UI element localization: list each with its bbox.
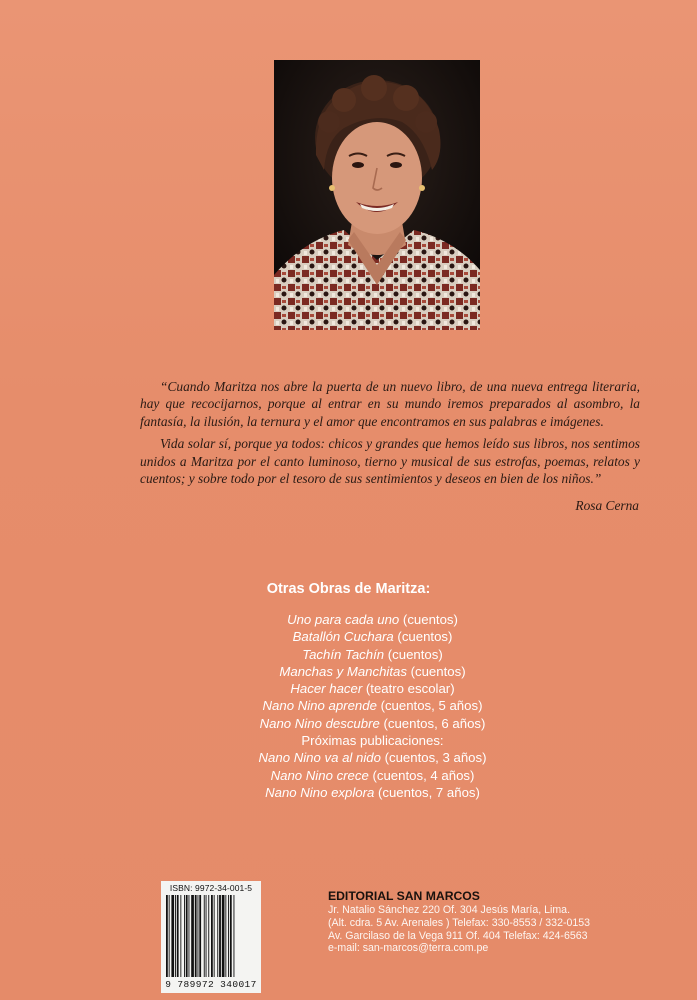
- barcode-number: 9 789972 340017: [165, 979, 257, 990]
- list-item: Manchas y Manchitas (cuentos): [279, 663, 466, 679]
- barcode-bar: [169, 895, 170, 977]
- barcode-bar: [214, 895, 215, 977]
- upcoming-label: Próximas publicaciones:: [301, 733, 444, 749]
- barcode-bar: [219, 895, 221, 977]
- other-works-list: [0, 611, 697, 801]
- list-item: Nano Nino crece (cuentos, 4 años): [270, 767, 475, 783]
- barcode-bar: [225, 895, 226, 977]
- barcode-bar: [199, 895, 201, 977]
- barcode-bar: [189, 895, 190, 977]
- barcode-bar: [195, 895, 197, 977]
- barcode-bar: [166, 895, 168, 977]
- barcode-bar: [217, 895, 218, 977]
- isbn-label: ISBN: 9972-34-001-5: [169, 883, 253, 893]
- barcode-bar: [211, 895, 213, 977]
- quote-author: Rosa Cerna: [575, 498, 639, 513]
- publisher-address-1: Jr. Natalio Sánchez 220 Of. 304 Jesús María, Lima.: [328, 904, 571, 916]
- publisher-block: [328, 888, 673, 955]
- list-item: Nano Nino va al nido (cuentos, 3 años): [258, 750, 487, 766]
- barcode: [161, 881, 261, 993]
- barcode-bar: [206, 895, 207, 977]
- barcode-bar: [180, 895, 181, 977]
- list-item: Nano Nino aprende (cuentos, 5 años): [262, 698, 483, 714]
- barcode-bar: [222, 895, 225, 977]
- quote-paragraph-2: Vida solar sí, porque ya todos: chicos y grandes que hemos leído sus libros, nos sentimos unidos a Maritza por el canto luminoso, tierno y musical de sus estrofas, poemas, relatos y cuentos; y sobre todo por el tesoro de sus sentimientos y deseos en bien de los niños.”: [140, 436, 640, 487]
- publisher-name: EDITORIAL SAN MARCOS: [328, 889, 480, 903]
- barcode-bars: [164, 895, 258, 979]
- barcode-bar: [186, 895, 188, 977]
- barcode-bar: [230, 895, 232, 977]
- list-item: Batallón Cuchara (cuentos): [292, 629, 453, 645]
- barcode-bar: [171, 895, 174, 977]
- barcode-bar: [204, 895, 205, 977]
- quote-paragraph-1: “Cuando Maritza nos abre la puerta de un nuevo libro, de una nueva entrega literaria, hay que recocijarnos, porque al entrar en su mundo iremos preparados al asombro, la fantasía, la ilusión, la ternura y el amor que encontramos en sus palabras e imágenes.: [140, 379, 640, 429]
- barcode-bar: [184, 895, 185, 977]
- other-works-title: Otras Obras de Maritza:: [266, 581, 431, 597]
- list-item: Tachín Tachín (cuentos): [302, 646, 443, 662]
- list-item: Uno para cada uno (cuentos): [287, 612, 458, 627]
- barcode-bar: [208, 895, 209, 977]
- barcode-bar: [198, 895, 199, 977]
- barcode-bar: [234, 895, 235, 977]
- barcode-bar: [191, 895, 194, 977]
- list-item: Nano Nino descubre (cuentos, 6 años): [259, 715, 486, 731]
- barcode-bar: [175, 895, 176, 977]
- publisher-address-3: Av. Garcilaso de la Vega 911 Of. 404 Telefax: 424-6563: [328, 929, 588, 942]
- barcode-bar: [228, 895, 229, 977]
- list-item: Nano Nino explora (cuentos, 7 años): [265, 784, 480, 800]
- publisher-address-2: (Alt. cdra. 5 Av. Arenales ) Telefax: 330-8553 / 332-0153: [328, 916, 591, 929]
- author-photo: [274, 60, 480, 330]
- quote-block: [140, 378, 640, 487]
- list-item: Hacer hacer (teatro escolar): [290, 681, 455, 697]
- barcode-bar: [177, 895, 179, 977]
- publisher-email: e-mail: san-marcos@terra.com.pe: [328, 942, 489, 955]
